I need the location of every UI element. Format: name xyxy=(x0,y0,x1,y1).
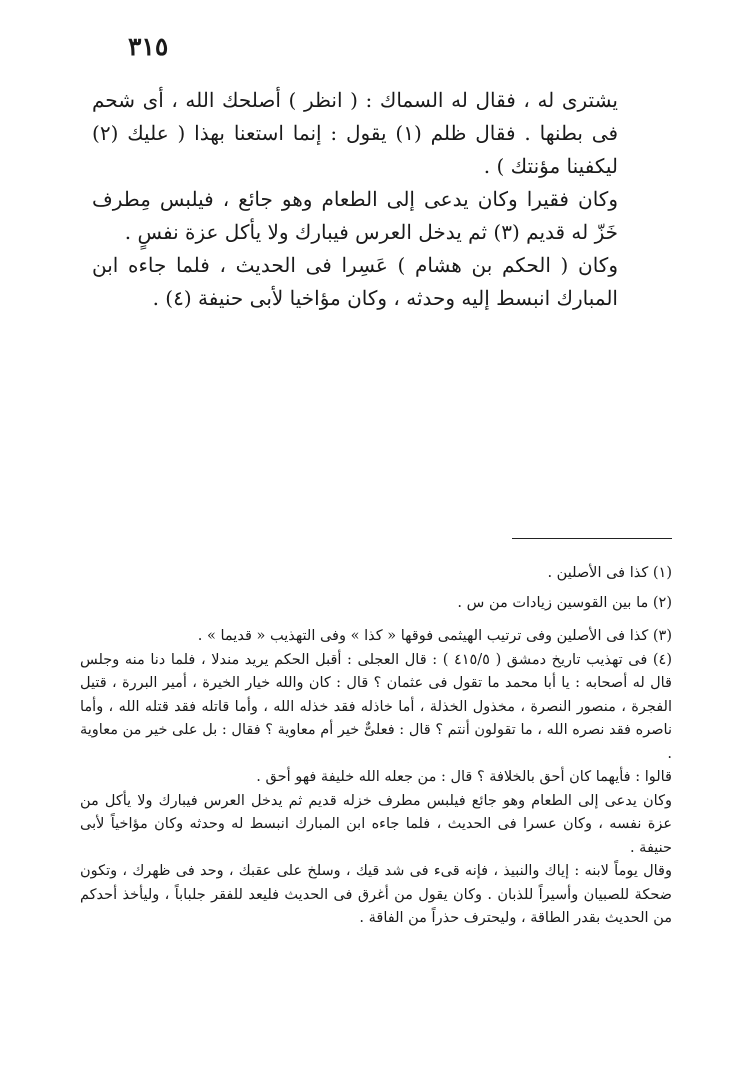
footnote-3: (٣) كذا فى الأصلين وفى ترتيب الهيثمى فوقها « كذا » وفى التهذيب « قديما » . xyxy=(197,628,672,644)
footnote-2: (٢) ما بين القوسين زيادات من س . xyxy=(457,594,672,611)
main-paragraph-2: وكان فقيرا وكان يدعى إلى الطعام وهو جائع ، فيلبس مِطرف خَزّ له قديم (٣) ثم يدخل العرس فيبارك ولا يأكل عزة نفسٍ . xyxy=(92,187,618,244)
footnote-1: (١) كذا فى الأصلين . xyxy=(547,565,672,581)
footnote-4-continuation-2: وكان يدعى إلى الطعام وهو جائع فيلبس مطرف خزله قديم ثم يدخل العرس فيبارك ولا يأكل من عزة نفسه ، وكان عسرا فى الحديث ، فلما جاءه ابن المبارك انبسط له وحدثه وكان مؤاخياً لأبى حنيفة . xyxy=(80,792,672,856)
footnote-4-continuation-3: وقال يوماً لابنه : إياك والنبيذ ، فإنه قىء فى شد قيك ، وسلخ على عقبك ، وحد فى ظهرك ، وتكون ضحكة للصبيان وأسيراً للذبان . وكان يقول من أغرق فى الحديث فليعد للفقر جلباباً ، وليأخذ أحدكم من الحديث بقدر الطاقة ، وليحترف حذراً من الفاقة . xyxy=(80,863,672,926)
footnote-separator xyxy=(512,538,672,539)
main-paragraph-3: وكان ( الحكم بن هشام ) عَسِرا فى الحديث ، فلما جاءه ابن المبارك انبسط إليه وحدثه ، وكان مؤاخيا لأبى حنيفة (٤) . xyxy=(92,253,618,310)
footnotes-section xyxy=(80,562,672,931)
main-paragraph-1: يشترى له ، فقال له السماك : ( انظر ) أصلحك الله ، أى شحم فى بطنها . فقال ظلم (١) يقول : إنما استعنا بهذا ( عليك (٢) ليكفينا مؤنتك ) . xyxy=(92,88,619,178)
page-number: ٣١٥ xyxy=(128,32,169,61)
footnote-4-continuation-1: قالوا : فأيهما كان أحق بالخلافة ؟ قال : من جعله الله خليفة فهو أحق . xyxy=(256,769,672,785)
footnote-4: (٤) فى تهذيب تاريخ دمشق ( ٤١٥/٥ ) : قال العجلى : أقبل الحكم يريد مندلا ، فلما دنا منه وجلس قال له أصحابه : يا أبا محمد ما تقول فى عثمان ؟ قال : كان والله خيار الخيرة ، أمير البررة ، قتيل الفجرة ، منصور النصرة ، مخذول الخذلة ، أما خاذله فقد خذله الله ، وأما قاتله فقد قتله الله ، وأما ناصره فقد نصره الله ، ما تقولون أنتم ؟ قال : فعلىٌّ خير أم معاوية ؟ فقال : بل على خير من معاوية . xyxy=(80,651,672,762)
main-text-body xyxy=(92,84,618,315)
